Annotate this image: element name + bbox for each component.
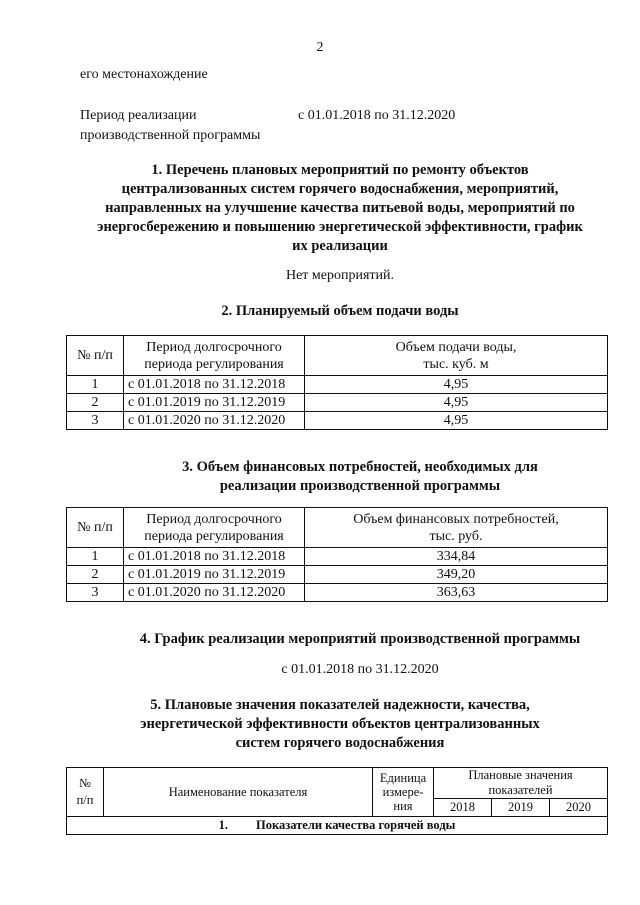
section1-title-line: 1. Перечень плановых мероприятий по ремонту объектов — [151, 162, 529, 178]
location-text: его местонахождение — [80, 67, 208, 82]
indicators-table — [66, 767, 608, 835]
financial-needs-table — [66, 507, 608, 602]
header-year: 2020 — [549, 799, 607, 817]
period-label-line2: производственной программы — [80, 128, 261, 143]
section5-title — [20, 696, 640, 753]
row-num: 2 — [67, 566, 124, 584]
water-volume-table — [66, 335, 608, 430]
section5-title-line: систем горячего водоснабжения — [235, 735, 445, 751]
row-period: с 01.01.2018 по 31.12.2018 — [124, 548, 305, 566]
section1-title-line: энергосбережению и повышению энергетической эффективности, график — [97, 219, 583, 235]
period-value: с 01.01.2018 по 31.12.2020 — [298, 108, 456, 123]
row-period: с 01.01.2019 по 31.12.2019 — [124, 566, 305, 584]
section3-title-line: реализации производственной программы — [219, 478, 501, 494]
row-value: 363,63 — [305, 584, 608, 602]
group-title — [67, 817, 608, 835]
table-row — [67, 412, 608, 430]
section1-title-line: централизованных систем горячего водоснабжения, мероприятий, — [121, 181, 559, 197]
row-period: с 01.01.2018 по 31.12.2018 — [124, 376, 305, 394]
section1-title-line: направленных на улучшение качества питьевой воды, мероприятий по — [105, 200, 575, 216]
section5-title-line: энергетической эффективности объектов централизованных — [140, 716, 540, 732]
row-period: с 01.01.2020 по 31.12.2020 — [124, 412, 305, 430]
period-label-line1: Период реализации — [80, 108, 197, 123]
row-num: 1 — [67, 376, 124, 394]
header-period: Период долгосрочного периода регулирования — [124, 336, 305, 376]
table-header-row — [67, 768, 608, 799]
header-planned-values: Плановые значения показателей — [434, 768, 608, 799]
header-num: № п/п — [67, 768, 104, 817]
header-value: Объем финансовых потребностей, тыс. руб. — [305, 508, 608, 548]
section3-title — [40, 458, 640, 496]
group-num: 1. — [218, 818, 228, 832]
table-row — [67, 548, 608, 566]
row-value: 349,20 — [305, 566, 608, 584]
header-unit: Единица измере- ния — [373, 768, 434, 817]
section2-title: 2. Планируемый объем подачи воды — [221, 303, 459, 319]
row-value: 4,95 — [305, 376, 608, 394]
table-row — [67, 566, 608, 584]
row-num: 1 — [67, 548, 124, 566]
row-value: 4,95 — [305, 412, 608, 430]
table-group-row — [67, 817, 608, 835]
header-year: 2019 — [491, 799, 549, 817]
header-year: 2018 — [434, 799, 492, 817]
table-row — [67, 394, 608, 412]
section5-title-line: 5. Плановые значения показателей надежности, качества, — [150, 697, 530, 713]
table-header-row — [67, 508, 608, 548]
row-period: с 01.01.2020 по 31.12.2020 — [124, 584, 305, 602]
row-num: 2 — [67, 394, 124, 412]
header-indicator-name: Наименование показателя — [104, 768, 373, 817]
section4-title: 4. График реализации мероприятий производственной программы — [139, 631, 581, 647]
row-num: 3 — [67, 412, 124, 430]
row-value: 334,84 — [305, 548, 608, 566]
row-num: 3 — [67, 584, 124, 602]
header-num: № п/п — [67, 336, 124, 376]
section1-title — [60, 161, 620, 256]
table-row — [67, 584, 608, 602]
group-label: Показатели качества горячей воды — [255, 818, 456, 832]
table-header-row — [67, 336, 608, 376]
page-number: 2 — [316, 40, 324, 55]
section1-body: Нет мероприятий. — [285, 268, 395, 283]
section1-title-line: их реализации — [292, 238, 388, 254]
section4-period: с 01.01.2018 по 31.12.2020 — [281, 662, 439, 677]
header-period: Период долгосрочного периода регулирования — [124, 508, 305, 548]
header-num: № п/п — [67, 508, 124, 548]
header-value: Объем подачи воды, тыс. куб. м — [305, 336, 608, 376]
table-row — [67, 376, 608, 394]
row-value: 4,95 — [305, 394, 608, 412]
row-period: с 01.01.2019 по 31.12.2019 — [124, 394, 305, 412]
section3-title-line: 3. Объем финансовых потребностей, необходимых для — [182, 459, 538, 475]
